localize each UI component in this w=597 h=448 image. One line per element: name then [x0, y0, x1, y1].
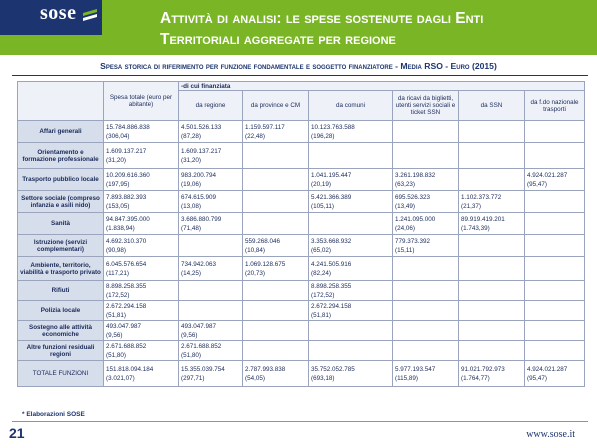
row-label: Sostegno alle attività economiche: [18, 321, 104, 341]
amount: 493.047.987: [181, 322, 217, 330]
value-cell: [243, 213, 309, 235]
per-capita: (54,05): [245, 374, 265, 382]
amount: 4.692.310.370: [106, 237, 147, 245]
value-cell: [179, 169, 243, 191]
value-cell: [309, 341, 393, 361]
value-cell: [393, 341, 459, 361]
site-link[interactable]: www.sose.it: [526, 429, 575, 440]
per-capita: (1.764,77): [461, 374, 490, 382]
value-cell: [459, 191, 525, 213]
amount: 6.045.576.654: [106, 260, 147, 268]
value-cell: [525, 143, 585, 169]
per-capita: (13,08): [181, 202, 201, 210]
row-label: Ambiente, territorio, viabilità e trasporto privato: [18, 257, 104, 281]
per-capita: (82,24): [311, 269, 331, 277]
per-capita: (51,80): [106, 351, 126, 359]
amount: 2.787.993.838: [245, 365, 286, 373]
total-row: [18, 361, 585, 387]
amount: 1.069.128.675: [245, 260, 286, 268]
amount: 4.501.526.133: [181, 123, 222, 131]
value-cell: [104, 361, 179, 387]
amount: 559.268.046: [245, 237, 281, 245]
per-capita: (51,81): [106, 311, 126, 319]
per-capita: (51,80): [181, 351, 201, 359]
value-cell: [525, 361, 585, 387]
amount: 10.123.763.588: [311, 123, 355, 131]
value-cell: [243, 235, 309, 257]
amount: 8.898.258.355: [311, 282, 352, 290]
value-cell: [104, 191, 179, 213]
value-cell: [104, 301, 179, 321]
per-capita: (95,47): [527, 180, 547, 188]
per-capita: (153,05): [106, 202, 130, 210]
value-cell: [104, 341, 179, 361]
table-row: [18, 235, 585, 257]
per-capita: (9,56): [106, 331, 123, 339]
per-capita: (20,19): [311, 180, 331, 188]
per-capita: (117,21): [106, 269, 129, 277]
value-cell: [104, 143, 179, 169]
spending-table: [17, 81, 585, 387]
page-number: 21: [9, 425, 25, 441]
amount: 1.241.095.000: [395, 215, 436, 223]
value-cell: [393, 361, 459, 387]
value-cell: [179, 341, 243, 361]
amount: 4.241.505.916: [311, 260, 352, 268]
table-row: [18, 257, 585, 281]
per-capita: (20,73): [245, 269, 265, 277]
per-capita: (172,52): [106, 291, 130, 299]
value-cell: [393, 235, 459, 257]
amount: 89.919.419.201: [461, 215, 505, 223]
per-capita: (63,23): [395, 180, 415, 188]
value-cell: [179, 301, 243, 321]
value-cell: [525, 121, 585, 143]
per-capita: (22,48): [245, 132, 265, 140]
value-cell: [243, 191, 309, 213]
per-capita: (115,89): [395, 374, 418, 382]
row-label: Settore sociale (compreso infanzia e asili nido): [18, 191, 104, 213]
value-cell: [393, 191, 459, 213]
value-cell: [179, 281, 243, 301]
amount: 674.615.909: [181, 193, 217, 201]
amount: 1.159.597.117: [245, 123, 285, 131]
value-cell: [393, 281, 459, 301]
amount: 7.893.882.393: [106, 193, 147, 201]
amount: 5.421.366.389: [311, 193, 352, 201]
corner-cell: [18, 82, 104, 121]
value-cell: [104, 169, 179, 191]
table-subtitle: Spesa storica di riferimento per funzione fondamentale e soggetto finanziatore - Media RSO - Euro (2015): [100, 61, 497, 71]
footer-divider: [12, 421, 588, 422]
per-capita: (90,98): [106, 246, 126, 254]
value-cell: [525, 191, 585, 213]
value-cell: [104, 281, 179, 301]
table-row: [18, 191, 585, 213]
value-cell: [179, 361, 243, 387]
value-cell: [179, 235, 243, 257]
table-row: [18, 169, 585, 191]
value-cell: [525, 257, 585, 281]
value-cell: [104, 121, 179, 143]
per-capita: (1.838,94): [106, 224, 135, 232]
value-cell: [393, 257, 459, 281]
amount: 1.041.195.447: [311, 171, 352, 179]
per-capita: (31,20): [181, 156, 201, 164]
value-cell: [243, 321, 309, 341]
amount: 8.898.258.355: [106, 282, 147, 290]
value-cell: [525, 213, 585, 235]
divider: [12, 75, 588, 76]
value-cell: [393, 169, 459, 191]
value-cell: [459, 341, 525, 361]
per-capita: (87,28): [181, 132, 201, 140]
amount: 2.672.294.158: [311, 302, 352, 310]
value-cell: [243, 121, 309, 143]
logo-text: sose: [40, 2, 77, 24]
amount: 1.609.137.217: [181, 147, 222, 155]
value-cell: [459, 121, 525, 143]
value-cell: [309, 321, 393, 341]
value-cell: [525, 281, 585, 301]
per-capita: (10,84): [245, 246, 265, 254]
value-cell: [525, 321, 585, 341]
amount: 4.924.021.287: [527, 365, 568, 373]
value-cell: [459, 143, 525, 169]
amount: 4.924.021.287: [527, 171, 568, 179]
per-capita: (19,06): [181, 180, 201, 188]
amount: 2.671.688.852: [181, 342, 222, 350]
amount: 983.200.794: [181, 171, 217, 179]
value-cell: [459, 169, 525, 191]
amount: 94.847.395.000: [106, 215, 150, 223]
amount: 3.261.198.832: [395, 171, 436, 179]
row-label: Trasporto pubblico locale: [18, 169, 104, 191]
row-label: Orientamento e formazione professionale: [18, 143, 104, 169]
amount: 3.353.668.932: [311, 237, 352, 245]
value-cell: [179, 143, 243, 169]
amount: 779.373.392: [395, 237, 431, 245]
per-capita: (9,56): [181, 331, 198, 339]
value-cell: [525, 301, 585, 321]
row-label: TOTALE FUNZIONI: [18, 361, 104, 387]
per-capita: (196,28): [311, 132, 335, 140]
value-cell: [459, 301, 525, 321]
per-capita: (15,11): [395, 246, 415, 254]
per-capita: (71,48): [181, 224, 201, 232]
value-cell: [459, 257, 525, 281]
value-cell: [309, 235, 393, 257]
table-row: [18, 301, 585, 321]
amount: 493.047.987: [106, 322, 142, 330]
per-capita: (14,25): [181, 269, 201, 277]
value-cell: [525, 341, 585, 361]
value-cell: [393, 321, 459, 341]
amount: 5.977.193.547: [395, 365, 436, 373]
value-cell: [309, 121, 393, 143]
amount: 151.818.094.184: [106, 365, 154, 373]
row-label: Polizia locale: [18, 301, 104, 321]
row-label: Altre funzioni residuali regioni: [18, 341, 104, 361]
value-cell: [309, 213, 393, 235]
col-header-total: Spesa totale (euro per abitante): [104, 82, 179, 121]
per-capita: (1.743,39): [461, 224, 490, 232]
row-label: Istruzione (servizi complementari): [18, 235, 104, 257]
per-capita: (306,04): [106, 132, 130, 140]
value-cell: [243, 143, 309, 169]
table-row: [18, 213, 585, 235]
value-cell: [393, 143, 459, 169]
amount: 695.526.323: [395, 193, 431, 201]
value-cell: [459, 361, 525, 387]
amount: 3.686.880.799: [181, 215, 222, 223]
value-cell: [104, 235, 179, 257]
table-row: [18, 341, 585, 361]
per-capita: (105,11): [311, 202, 334, 210]
value-cell: [243, 281, 309, 301]
col-header-ricavi: da ricavi da biglietti, utenti servizi sociali e ticket SSN: [393, 91, 459, 121]
value-cell: [104, 213, 179, 235]
per-capita: (3.021,07): [106, 374, 135, 382]
amount: 1.609.137.217: [106, 147, 147, 155]
col-header-province: da province e CM: [243, 91, 309, 121]
value-cell: [309, 257, 393, 281]
per-capita: (172,52): [311, 291, 335, 299]
amount: 91.021.792.973: [461, 365, 505, 373]
table-row: [18, 143, 585, 169]
logo-mark-icon: [82, 8, 98, 24]
value-cell: [179, 121, 243, 143]
group-header: -di cui finanziata: [179, 82, 585, 91]
per-capita: (24,06): [395, 224, 415, 232]
table-row: [18, 321, 585, 341]
value-cell: [309, 301, 393, 321]
value-cell: [309, 281, 393, 301]
value-cell: [309, 361, 393, 387]
value-cell: [459, 235, 525, 257]
row-label: Rifiuti: [18, 281, 104, 301]
value-cell: [243, 169, 309, 191]
amount: 2.672.294.158: [106, 302, 147, 310]
amount: 1.102.373.772: [461, 193, 502, 201]
per-capita: (693,18): [311, 374, 335, 382]
value-cell: [309, 169, 393, 191]
value-cell: [179, 321, 243, 341]
per-capita: (31,20): [106, 156, 126, 164]
table-row: [18, 121, 585, 143]
amount: 734.942.063: [181, 260, 217, 268]
footnote: * Elaborazioni SOSE: [22, 411, 85, 418]
row-label: Sanità: [18, 213, 104, 235]
value-cell: [104, 321, 179, 341]
value-cell: [459, 321, 525, 341]
value-cell: [309, 191, 393, 213]
value-cell: [243, 361, 309, 387]
value-cell: [393, 213, 459, 235]
title-line-1: Attività di analisi: le spese sostenute dagli Enti: [160, 10, 484, 27]
col-header-comuni: da comuni: [309, 91, 393, 121]
table-row: [18, 281, 585, 301]
page-title: [160, 8, 590, 50]
col-header-regione: da regione: [179, 91, 243, 121]
value-cell: [393, 121, 459, 143]
per-capita: (197,95): [106, 180, 130, 188]
row-label: Affari generali: [18, 121, 104, 143]
amount: 35.752.052.785: [311, 365, 355, 373]
title-line-2: Territoriali aggregate per regione: [160, 31, 396, 48]
per-capita: (21,37): [461, 202, 481, 210]
logo[interactable]: [0, 0, 102, 35]
per-capita: (95,47): [527, 374, 547, 382]
amount: 15.355.039.754: [181, 365, 225, 373]
value-cell: [179, 213, 243, 235]
value-cell: [243, 301, 309, 321]
col-header-fondo-trasporti: da f.do nazionale trasporti: [525, 91, 585, 121]
value-cell: [525, 235, 585, 257]
value-cell: [179, 191, 243, 213]
value-cell: [309, 143, 393, 169]
value-cell: [459, 213, 525, 235]
value-cell: [459, 281, 525, 301]
per-capita: (13,49): [395, 202, 415, 210]
col-header-ssn: da SSN: [459, 91, 525, 121]
value-cell: [104, 257, 179, 281]
per-capita: (297,71): [181, 374, 205, 382]
value-cell: [393, 301, 459, 321]
value-cell: [525, 169, 585, 191]
per-capita: (65,02): [311, 246, 331, 254]
amount: 10.209.616.360: [106, 171, 150, 179]
per-capita: (51,81): [311, 311, 331, 319]
value-cell: [243, 341, 309, 361]
amount: 2.671.688.852: [106, 342, 147, 350]
header-bar: [0, 0, 597, 55]
amount: 15.784.886.838: [106, 123, 150, 131]
value-cell: [179, 257, 243, 281]
value-cell: [243, 257, 309, 281]
